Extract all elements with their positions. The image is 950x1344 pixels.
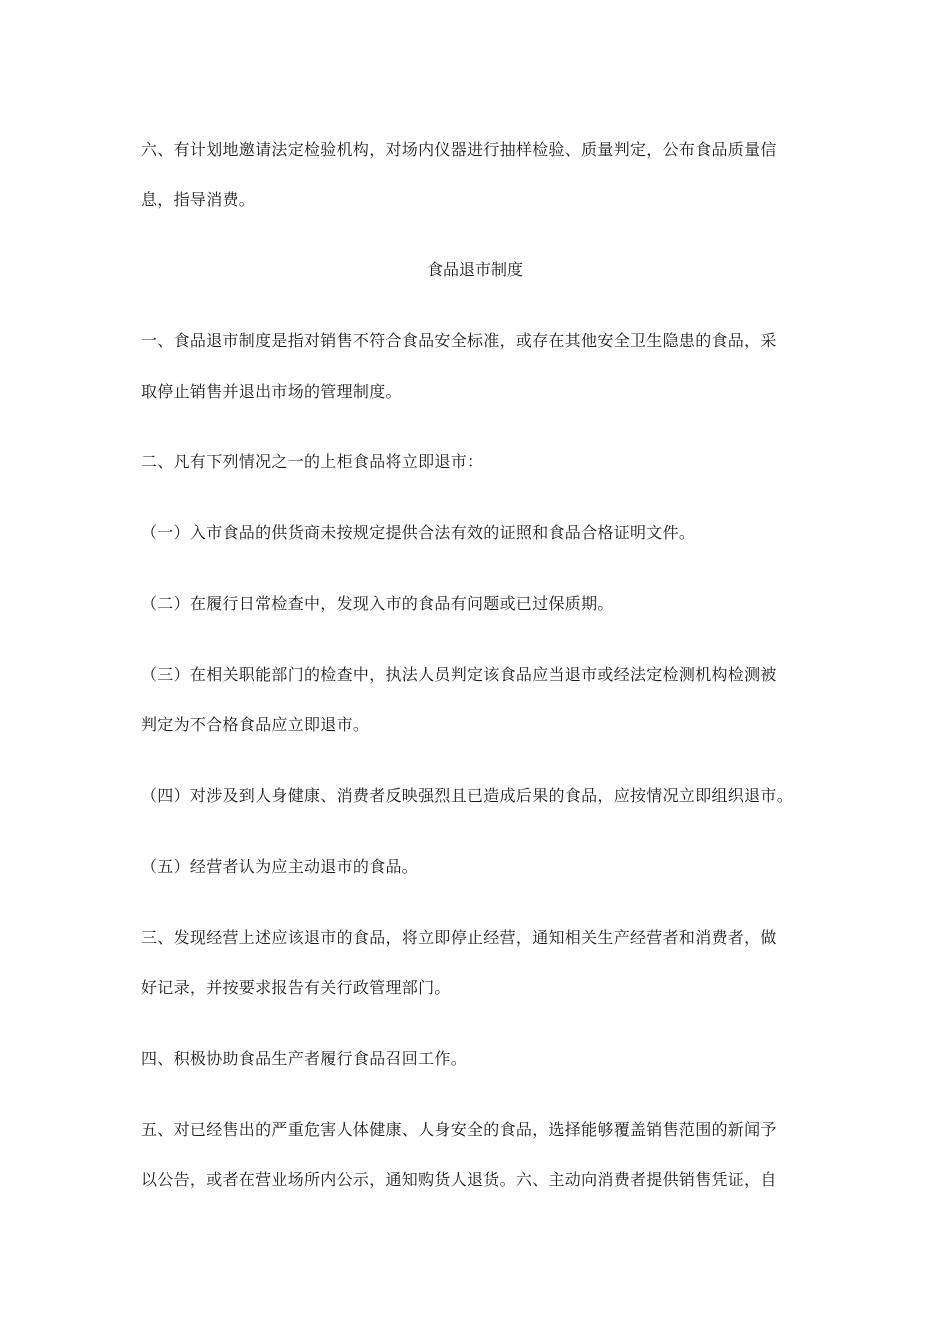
paragraph-line: 五、对已经售出的严重危害人体健康、人身安全的食品，选择能够覆盖销售范围的新闻予 (141, 1120, 777, 1139)
paragraph-line: 以公告，或者在营业场所内公示，通知购货人退货。六、主动向消费者提供销售凭证，自 (141, 1170, 777, 1189)
paragraph-line: 二、凡有下列情况之一的上柜食品将立即退市： (141, 452, 484, 471)
paragraph-line: （二）在履行日常检查中，发现入市的食品有问题或已过保质期。 (141, 594, 614, 613)
paragraph-line: （一）入市食品的供货商未按规定提供合法有效的证照和食品合格证明文件。 (141, 523, 696, 542)
paragraph-line: 四、积极协助食品生产者履行食品召回工作。 (141, 1049, 468, 1068)
paragraph-line: 取停止销售并退出市场的管理制度。 (141, 382, 402, 401)
paragraph-line: 一、食品退市制度是指对销售不符合食品安全标准，或存在其他安全卫生隐患的食品，采 (141, 331, 777, 350)
paragraph-line: （五）经营者认为应主动退市的食品。 (141, 857, 419, 876)
intro-line-2: 息，指导消费。 (141, 190, 256, 209)
intro-line-1: 六、有计划地邀请法定检验机构，对场内仪器进行抽样检验、质量判定，公布食品质量信 (141, 140, 777, 159)
paragraph-line: （三）在相关职能部门的检查中，执法人员判定该食品应当退市或经法定检测机构检测被 (141, 665, 777, 684)
section-title: 食品退市制度 (426, 260, 523, 279)
paragraph-line: 判定为不合格食品应立即退市。 (141, 715, 370, 734)
paragraph-line: 三、发现经营上述应该退市的食品，将立即停止经营，通知相关生产经营者和消费者，做 (141, 928, 777, 947)
paragraph-line: （四）对涉及到人身健康、消费者反映强烈且已造成后果的食品，应按情况立即组织退市。 (141, 786, 794, 805)
paragraph-line: 好记录，并按要求报告有关行政管理部门。 (141, 978, 451, 997)
